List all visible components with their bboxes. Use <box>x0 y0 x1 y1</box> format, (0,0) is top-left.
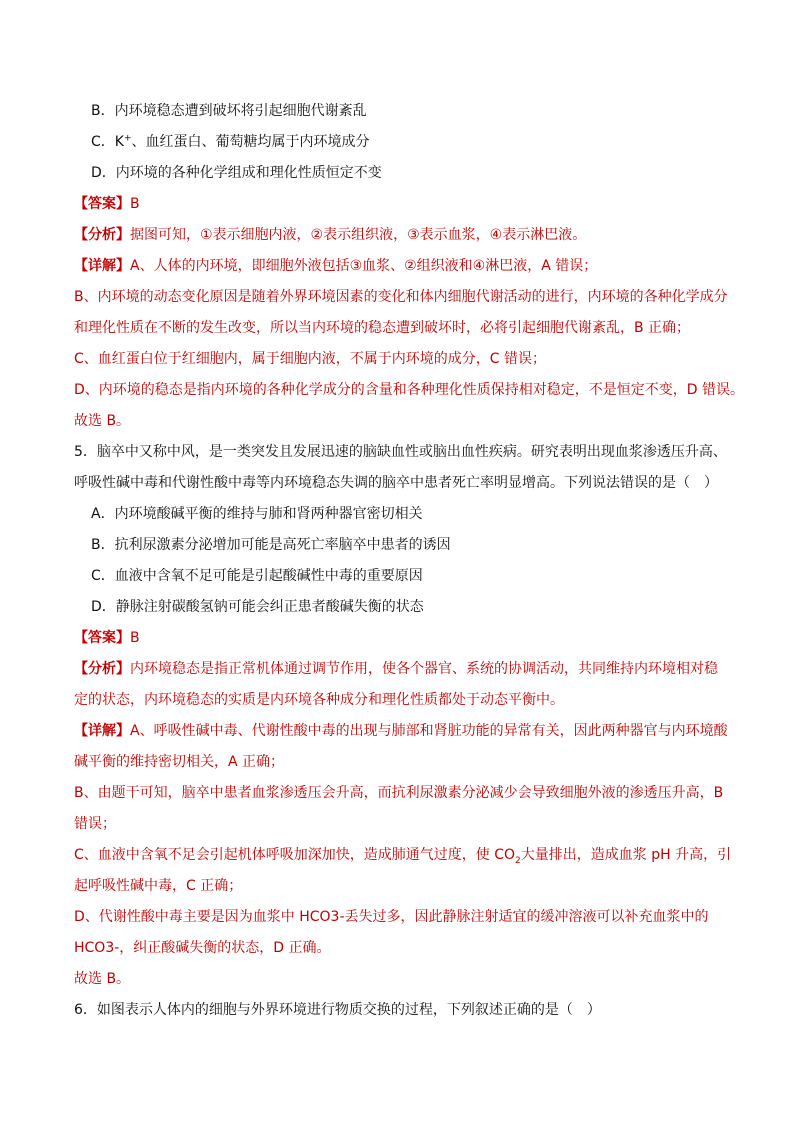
answer-tag: 【答案】 <box>74 630 130 646</box>
q4-analysis <box>74 225 586 245</box>
q4-option-b: B．内环境稳态遭到破坏将引起细胞代谢紊乱 <box>91 103 367 119</box>
q5-option-c: C．血液中含氧不足可能是引起酸碱性中毒的重要原因 <box>91 568 423 584</box>
q4-detail-d: D、内环境的稳态是指内环境的各种化学成分的含量和各种理化性质保持相对稳定，不是恒定不变，D 错误。 <box>74 382 745 398</box>
q5-detail-c-line1 <box>74 845 731 865</box>
q5-detail-b-line2: 错误； <box>74 816 116 832</box>
q6-stem: 6．如图表示人体内的细胞与外界环境进行物质交换的过程，下列叙述正确的是（ ） <box>74 1002 601 1018</box>
q5-option-a: A．内环境酸碱平衡的维持与肺和肾两种器官密切相关 <box>91 506 423 522</box>
q5-detail-c-line2: 起呼吸性碱中毒，C 正确； <box>74 878 243 894</box>
detail-tag: 【详解】 <box>74 723 130 739</box>
answer-tag: 【答案】 <box>74 196 130 212</box>
q4-option-c-text-rest: 、血红蛋白、葡萄糖均属于内环境成分 <box>131 134 370 150</box>
q5-option-d: D．静脉注射碳酸氢钠可能会纠正患者酸碱失衡的状态 <box>91 599 424 615</box>
q4-detail-c: C、血红蛋白位于红细胞内，属于细胞内液，不属于内环境的成分，C 错误； <box>74 351 546 367</box>
analysis-text: 内环境稳态是指正常机体通过调节作用，使各个器官、系统的协调活动，共同维持内环境相对稳 <box>130 661 718 677</box>
q4-option-d: D．内环境的各种化学组成和理化性质恒定不变 <box>91 165 382 181</box>
q5-answer <box>74 628 140 648</box>
q5-detail-b-line1: B、由题干可知，脑卒中患者血浆渗透压会升高，而抗利尿激素分泌减少会导致细胞外液的渗透压升高，B <box>74 785 724 801</box>
q5-option-b: B．抗利尿激素分泌增加可能是高死亡率脑卒中患者的诱因 <box>91 537 451 553</box>
q4-detail-a <box>74 256 597 276</box>
q4-detail-b-line2: 和理化性质在不断的发生改变，所以当内环境的稳态遭到破坏时，必将引起细胞代谢紊乱，B 正确； <box>74 320 691 336</box>
q5-detail-d-line2: HCO3-，纠正酸碱失衡的状态，D 正确。 <box>74 940 331 956</box>
q5-conclusion: 故选 B。 <box>74 971 131 987</box>
co2-subscript: 2 <box>515 855 521 866</box>
q5-detail-d-line1: D、代谢性酸中毒主要是因为血浆中 HCO3-丢失过多，因此静脉注射适宜的缓冲溶液可以补充血浆中的 <box>74 909 709 925</box>
detail-text: A、呼吸性碱中毒、代谢性酸中毒的出现与肺部和肾脏功能的异常有关，因此两种器官与内环境酸 <box>130 723 728 739</box>
analysis-tag: 【分析】 <box>74 227 130 243</box>
q5-stem-line2: 呼吸性碱中毒和代谢性酸中毒等内环境稳态失调的脑卒中患者死亡率明显增高。下列说法错误的是（ ） <box>74 475 718 491</box>
detail-text: A、人体的内环境，即细胞外液包括③血浆、②组织液和④淋巴液，A 错误； <box>130 258 598 274</box>
q5-analysis-line1 <box>74 659 718 679</box>
detail-c-text: C、血液中含氧不足会引起机体呼吸加深加快，造成肺通气过度，使 CO <box>74 847 516 863</box>
q4-conclusion: 故选 B。 <box>74 413 131 429</box>
q4-answer <box>74 194 140 214</box>
q5-stem-line1: 5．脑卒中又称中风，是一类突发且发展迅速的脑缺血性或脑出血性疾病。研究表明出现血浆渗透压升高、 <box>74 444 727 460</box>
q5-detail-a-line2: 碱平衡的维持密切相关，A 正确； <box>74 754 285 770</box>
q4-detail-b-line1: B、内环境的动态变化原因是随着外界环境因素的变化和体内细胞代谢活动的进行，内环境的各种化学成分 <box>74 289 728 305</box>
q5-detail-a-line1 <box>74 721 728 741</box>
detail-c-text-rest: 大量排出，造成血浆 pH 升高，引 <box>520 847 732 863</box>
q5-analysis-line2: 定的状态，内环境稳态的实质是内环境各种成分和理化性质都处于动态平衡中。 <box>74 692 564 708</box>
detail-tag: 【详解】 <box>74 258 130 274</box>
q4-option-c-text: C．K <box>91 134 124 150</box>
answer-value: B <box>130 196 140 212</box>
analysis-text: 据图可知，①表示细胞内液，②表示组织液，③表示血浆，④表示淋巴液。 <box>130 227 587 243</box>
q4-option-c <box>91 132 370 152</box>
q4-option-c-superscript: + <box>123 133 132 144</box>
analysis-tag: 【分析】 <box>74 661 130 677</box>
answer-value: B <box>130 630 140 646</box>
